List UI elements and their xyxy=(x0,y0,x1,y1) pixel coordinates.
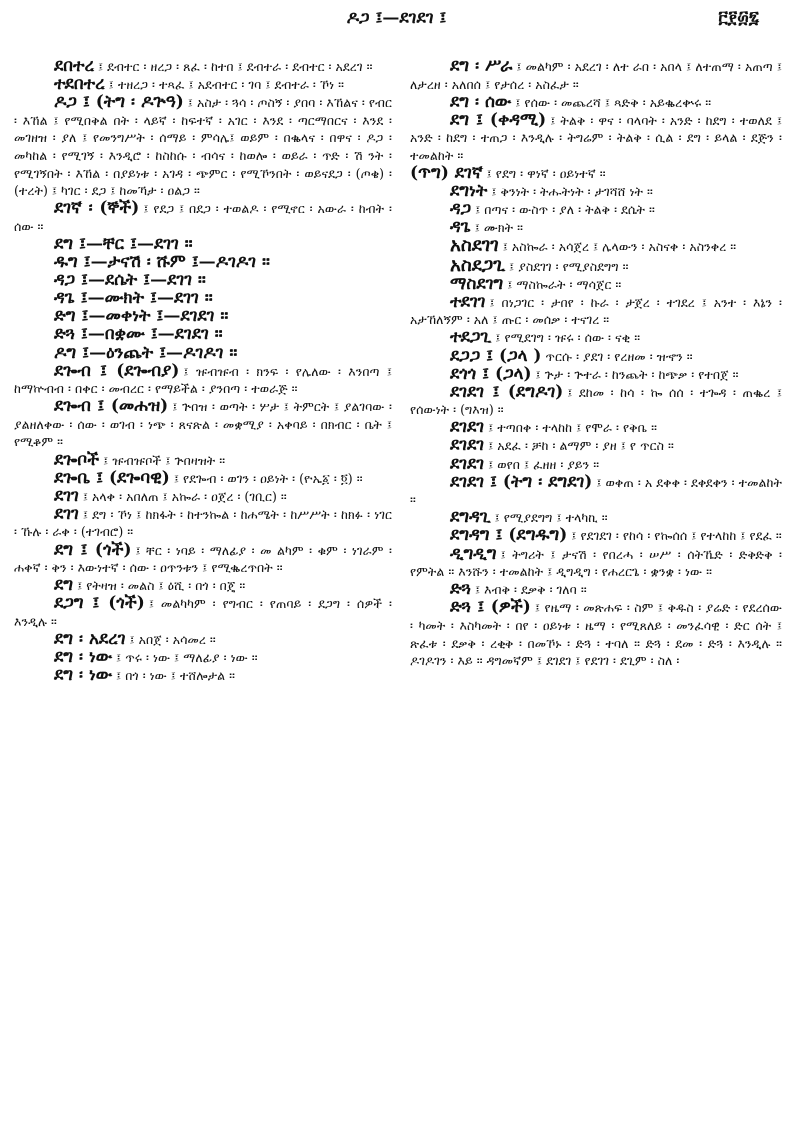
dictionary-entry xyxy=(14,667,392,685)
entry-definition: ፤ የሚደገግ ፡ ዡሩ ፡ ሰው ፡ ናቂ ። xyxy=(495,330,641,346)
dictionary-entry xyxy=(14,595,392,630)
entry-headword: ዳጋ xyxy=(450,199,472,220)
entry-headword: ደጐብ ፤ (ደጐብያ) xyxy=(54,360,180,381)
dictionary-entry xyxy=(410,329,782,347)
dictionary-entry xyxy=(410,381,782,419)
entry-headword: ዲግዲግ xyxy=(450,543,497,564)
entry-headword: ደጋጋ ፤ (ጋላ ) xyxy=(450,345,542,366)
entry-headword: ደግ ፡ ነው xyxy=(54,665,113,686)
dictionary-entry xyxy=(410,183,782,201)
entry-headword: ደግዳጊ xyxy=(450,507,491,528)
dictionary-entry xyxy=(14,308,392,326)
entry-definition: ፤ የደገደገ ፡ የከሳ ፡ የኰሰሰ ፤ የተላከከ ፤ የደፈ ። xyxy=(571,528,782,544)
entry-headword: ደገደገ ፤ (ትግ ፡ ደግደገ) xyxy=(450,471,593,492)
entry-definition: ፤ አበጀ ፡ አሳመረ ። xyxy=(129,632,216,647)
entry-headword: ደጋግ ፤ (ጎች) xyxy=(54,593,145,614)
entry-headword: አስደገገ xyxy=(450,235,499,257)
entry-definition: ፤ ደብተር ፡ ዘረጋ ፡ ጸፈ ፡ ከተበ ፤ ደብተራ ፡ ደብተር ፡ አደረገ ። xyxy=(98,59,373,74)
dictionary-entry xyxy=(410,291,782,329)
entry-headword: ዶጋ ፤ (ትግ ፡ ዶጕዓ) xyxy=(54,92,184,113)
dictionary-entry xyxy=(410,363,782,384)
entry-definition: ፤ መልካም ፡ አደረገ ፡ ለተ ራበ ፡ አበላ ፤ ለተጠማ ፡ አጠጣ ፤ ለታረዘ ፡ አለበሰ ፤ የታሰረ ፡ አስፈታ ። xyxy=(410,59,782,92)
entry-headword: ደግ ፡ ሥራ xyxy=(450,58,513,76)
entry-headword: ደጐብ ፤ (መሐዝ) xyxy=(54,396,169,417)
dictionary-entry xyxy=(410,58,782,93)
entry-definition: ፤ ጕታ ፡ ጕተራ ፡ ከንጨት ፡ ከጭቃ ፡ የተበጀ ። xyxy=(535,366,739,382)
dictionary-entry xyxy=(14,290,392,308)
dictionary-entry xyxy=(410,201,782,219)
dictionary-entry xyxy=(410,437,782,455)
entry-headword: ዳጌ xyxy=(450,217,471,238)
entry-headword: ደግ ፤ (ቀዳሚ) xyxy=(450,109,547,130)
dictionary-entry xyxy=(410,419,782,437)
entry-headword: ድጓ xyxy=(450,579,471,600)
dictionary-entry xyxy=(14,254,392,272)
entry-headword: ደገደገ xyxy=(450,435,485,456)
dictionary-entry xyxy=(14,398,392,451)
entry-headword: ተደገገ xyxy=(450,291,486,312)
dictionary-entry xyxy=(410,273,782,294)
dictionary-entry xyxy=(14,467,392,488)
dictionary-entry xyxy=(14,233,392,254)
entry-definition: ፤ በጎ ፡ ነው ፤ ተሸሎታል ። xyxy=(116,668,235,684)
entry-headword: ማስደገግ xyxy=(450,273,504,294)
dictionary-entry xyxy=(14,649,392,667)
entry-headword: ደገገ xyxy=(54,485,79,506)
dictionary-entry xyxy=(410,453,782,474)
entry-headword: ደገደገ ፤ (ደግዶገ) xyxy=(450,381,564,402)
entry-headword: ደግነት xyxy=(450,181,488,202)
dictionary-entry xyxy=(14,342,392,363)
running-head: ዶጋ ፤—ደገደገ ፤ xyxy=(346,8,447,28)
dictionary-entry xyxy=(14,539,392,577)
dictionary-entry xyxy=(410,471,782,509)
dictionary-entry xyxy=(410,254,782,276)
dictionary-entry xyxy=(14,360,392,398)
dictionary-entry xyxy=(410,581,782,599)
entry-headword: ተደበተረ xyxy=(54,74,105,95)
dictionary-entry xyxy=(410,219,782,237)
entry-definition: ፤ አላቀ ፡ አበለጠ ፤ አኰራ ፡ ዐጀረ ፡ (ገቢር) ። xyxy=(82,488,287,504)
entry-definition: ፤ የደግ ፡ ዋነኛ ፡ ዐይነተኛ ። xyxy=(486,166,606,182)
entry-definition: ፤ ጥሩ ፡ ነው ፤ ማለፊያ ፡ ነው ። xyxy=(116,650,258,666)
entry-headword: ተደጋጊ xyxy=(450,327,492,348)
dictionary-entry xyxy=(410,599,782,669)
entry-definition: ፤ ያስደገገ ፡ የሚያስደግግ ። xyxy=(509,258,629,274)
entry-definition: ፤ ተዘረጋ ፡ ተጻፈ ፤ አደብተር ፡ ገባ ፤ ደብተራ ፡ ኾነ ። xyxy=(108,77,345,93)
entry-definition: ፤ ደከመ ፡ ከሳ ፡ ኰ ሰሰ ፡ ተጐዳ ፡ ጠቈረ ፤ የሰውነት ፡ (ግእዝ) ። xyxy=(410,384,782,418)
entry-definition: ፤ አደፈ ፡ ቻከ ፡ ልማም ፡ ያዘ ፤ የ ጥርስ ። xyxy=(488,438,674,454)
entry-definition: ፤ አስታ ፡ ጓሳ ፡ ጦስኝ ፡ ያበባ ፡ እኸልና ፡ የብር ፡ እኸል ፤ የሚበቅል በት ፡ ላይኛ ፡ ከፍተኛ ፡ አገር ፡ እንደ ፡ ጣርማበርና ፡ እንደ ፡ መገዘዝ ፡ ያለ ፤ የመንግሥት ፡ ሰማይ ፡ ምሳሌ፤ ወይም ፡ በቈላና ፡ በዋና ፡ ዶጋ ፡ መካከል ፡ የሚገኝ ፡ እንዲሮ ፡ ከስከሱ ፡ ብሳና ፡ ከወሎ ፡ ወይራ ፡ ጥድ ፡ ሽ ንት ፡ የሚገኝበት ፡ እኸል ፡ በያይነቱ ፡ አገዳ ፡ ጭምር ፡ የሚኾንበት ፡ ወይናደጋ ፡ (ጦቄ) ፡ (ተረት) ፤ ካገር ፡ ደጋ ፤ ከመኻታ ፡ ዐልጋ ። xyxy=(14,95,392,199)
dictionary-entry xyxy=(410,91,782,112)
dictionary-entry xyxy=(410,109,782,165)
entry-definition: ፤ ሙክት ። xyxy=(474,220,524,236)
dictionary-entry xyxy=(410,527,782,545)
entry-headword: ደግ ፤ (ጎች) xyxy=(54,539,132,560)
entry-headword: ድግ ፤—መቀነት ፤—ደገደገ ። xyxy=(54,306,229,327)
dictionary-entry xyxy=(410,345,782,366)
entry-definition: ፤ ቅንነት ፡ ትሑትነት ፡ ታገሻሸ ነት ። xyxy=(491,184,653,200)
entry-definition: ፤ ተጣበቀ ፡ ተላከከ ፤ የሞራ ፡ የቅቤ ። xyxy=(488,420,657,436)
dictionary-entry xyxy=(14,449,392,470)
entry-definition: ፤ በጣና ፡ ውስጥ ፡ ያለ ፡ ትልቅ ፡ ደሴት ። xyxy=(475,202,655,218)
dictionary-entry xyxy=(14,577,392,595)
dictionary-entry xyxy=(14,326,392,344)
dictionary-entry xyxy=(14,200,392,235)
dictionary-entry xyxy=(14,58,392,76)
entry-definition: ፤ ጕበዝ ፡ ወጣት ፡ ሦታ ፤ ትምርት ፤ ያልገባው ፡ ያልዘለቀው ፡ ሰው ፡ ወገብ ፡ ነጭ ፡ ጸናጽል ፡ መቋሚያ ፡ አቀባይ ፡ በክብር ፡ ቤት ፤ የሚቆም ። xyxy=(14,399,392,450)
entry-definition: ፤ እብቅ ፡ ደቃቅ ፡ ገለባ ። xyxy=(474,582,587,598)
entry-headword: ድጓ ፤—በቋሙ ፤—ደገደገ ። xyxy=(54,324,223,345)
entry-definition: ፤ በነጋገር ፡ ታበየ ፡ ኩራ ፡ ታጀረ ፡ ተገደረ ፤ አንተ ፡ እኔን ፡ አታኸለኝም ፡ አለ ፤ ጡር ፡ መሰቃ ፡ ተናገረ ። xyxy=(410,294,782,328)
entry-headword: ደግ ፡ አደረገ xyxy=(54,629,126,649)
entry-definition: ፤ የዜማ ፡ መጽሐፍ ፡ ስም ፤ ቅዱስ ፡ ያሬድ ፡ የደረሰው ፡ ካመት ፡ እስካመት ፡ በየ ፡ ዐይነቱ ፡ ዜማ ፡ የሚጸለይ ፡ መንፈሳዊ ፡ ድር ሰት ፤ ጽፈቱ ፡ ደቃቅ ፡ ረቂቅ ፡ በመኾኑ ፡ ድጓ ፡ ተባለ ። ድጓ ፡ ደመ ፡ ድጓ ፡ እንዲሉ ። ዶገዶገን ፡ እይ ። ዳግመኛም ፤ ደገደገ ፤ የደገገ ፡ ደጊም ፡ ስለ ፡ xyxy=(410,600,782,669)
entry-headword: ደጐቤ ፤ (ደጐባዊ) xyxy=(54,467,170,488)
dictionary-entry xyxy=(410,237,782,256)
entry-definition: ፤ የትዛዝ ፡ መልስ ፤ ዕሺ ፡ በጎ ፡ በጄ ። xyxy=(77,578,246,594)
entry-headword: ድጓ ፤ (ዎች) xyxy=(450,597,531,618)
entry-headword: (ጥግ) ደገኛ xyxy=(410,163,483,184)
entry-definition: ፤ ወየበ ፤ ፈዘዘ ፡ ያይን ። xyxy=(488,456,600,472)
dictionary-entry xyxy=(410,543,782,581)
entry-definition: ፤ አስኰራ ፡ አሳጀረ ፤ ሌላውን ፡ አስናቀ ፡ አስንቀረ ። xyxy=(502,239,737,255)
entry-headword: ዱግ ፤—ታናሽ ፡ ሹም ፤—ዶገዶገ ። xyxy=(54,252,270,273)
entry-headword: ደገደገ xyxy=(450,417,485,438)
dictionary-entry xyxy=(14,485,392,506)
entry-headword: ደግ xyxy=(54,575,74,596)
entry-definition: ፤ ትግሪት ፤ ታናሽ ፡ የበረሓ ፡ ሠሥ ፡ ሰትኼድ ፡ ድቅድቅ ፡ የምትል ። እንሹን ፡ ተመልከት ፤ ዲግዲግ ፡ የሐረርጌ ፡ ቋንቋ ፡ ነው ። xyxy=(410,546,782,580)
entry-definition: ፤ ቸር ፡ ነባይ ፡ ማለፊያ ፡ መ ልካም ፡ ቁም ፡ ነገራም ፡ ሐቀኛ ፡ ቅን ፡ እውነተኛ ፡ ሰው ፡ ዐጥንቱን ፤ የሚቈረጥበት ። xyxy=(14,542,392,576)
entry-headword: ደገደገ xyxy=(450,453,485,474)
dictionary-entry xyxy=(14,76,392,94)
dictionary-entry xyxy=(14,631,392,649)
entry-headword: ደግ ፡ ሰው xyxy=(450,91,512,112)
right-column xyxy=(410,58,782,1126)
page-header xyxy=(0,8,793,38)
entry-headword: ዳጌ ፤—ሙክት ፤—ደገገ ። xyxy=(54,288,213,309)
entry-definition: ፤ ወቀጠ ፡ አ ደቀቀ ፡ ደቀደቀን ፡ ተመልከት ። xyxy=(410,474,782,508)
entry-definition: ፤ ማስኰራት ፡ ማሳጀር ። xyxy=(507,276,622,292)
entry-headword: ዳጋ ፤—ደሴት ፤—ደገገ ። xyxy=(54,270,206,291)
entry-definition: ፤ የደጐብ ፡ ወገን ፡ ዐይነት ፡ (ዮኤ፩ ፡ ፬) ። xyxy=(173,470,363,486)
entry-headword: ደጐቦች xyxy=(54,449,100,470)
dictionary-entry xyxy=(14,503,392,541)
entry-headword: ደገኛ ፡ (ኞች) xyxy=(54,198,140,219)
dictionary-entry xyxy=(410,509,782,527)
entry-headword: ዶግ ፤—ዕንጨት ፤—ዶገዶገ ። xyxy=(54,342,238,363)
entry-headword: ደግ ፤—ቸር ፤—ደገገ ። xyxy=(54,233,193,254)
entry-definition: ፤ የሰው ፡ መጨረሻ ፤ ጻድቅ ፡ አይቈረቍሩ ። xyxy=(515,94,712,110)
dictionary-entry xyxy=(14,94,392,200)
entry-headword: ደጎጎ ፤ (ጋላ) xyxy=(450,363,532,384)
entry-definition: ፤ ዡብዡብ ፡ ክንፍ ፡ የሌለው ፡ እንበጣ ፤ ከማኵብብ ፡ በቀር ፡ መብረር ፡ የማይችል ፡ ያንበጣ ፡ ተወራጅ ። xyxy=(14,363,392,397)
entry-definition: ፤ መልካካም ፡ የግብር ፡ የጠባይ ፡ ደጋግ ፡ ሰዎች ፡ እንዲሉ ። xyxy=(14,596,392,629)
entry-headword: ደግ ፡ ነው xyxy=(54,647,113,668)
dictionary-entry xyxy=(14,272,392,290)
left-column xyxy=(14,58,392,1126)
page-number: ፫፻፴፯ xyxy=(718,8,759,28)
entry-headword: ደገገ xyxy=(54,503,79,524)
entry-headword: ደበተረ xyxy=(54,58,95,76)
entry-headword: አስደጋጊ xyxy=(450,254,506,276)
dictionary-entry xyxy=(410,165,782,183)
entry-definition: ፤ የሚያደግግ ፤ ተላካኪ ። xyxy=(494,510,608,526)
entry-definition: ጥርሱ ፡ ያደገ ፡ የረዘመ ፡ ዝኆን ። xyxy=(545,348,693,364)
entry-definition: ፤ ትልቅ ፡ ዋና ፡ ባላባት ፡ አንድ ፡ ከደግ ፡ ተወለደ ፤ አንድ ፡ ከደግ ፡ ተጠጋ ፡ እንዲሉ ፡ ትግሬም ፡ ትልቅ ፡ ሲል ፡ ደግ ፡ ይላል ፡ ደጅን ፡ ተመልከት ። xyxy=(410,112,782,163)
entry-definition: ፤ ደግ ፡ ኾነ ፤ ከክፋት ፡ ከተንኰል ፡ ከሐሜት ፡ ከሥሥት ፡ ከክፉ ፡ ነገር ፡ ኹሉ ፡ ራቀ ፡ (ተገብሮ) ። xyxy=(14,506,392,540)
entry-headword: ደግዳግ ፤ (ደግዱግ) xyxy=(450,525,568,546)
entry-definition: ፤ ዡብዡቦች ፤ ጕበዛዝት ። xyxy=(103,452,226,468)
entry-definition: ፤ የደጋ ፤ በደጋ ፡ ተወልዶ ፡ የሚኖር ፡ አውራ ፡ ከብት ፡ ሰው ። xyxy=(14,201,392,234)
